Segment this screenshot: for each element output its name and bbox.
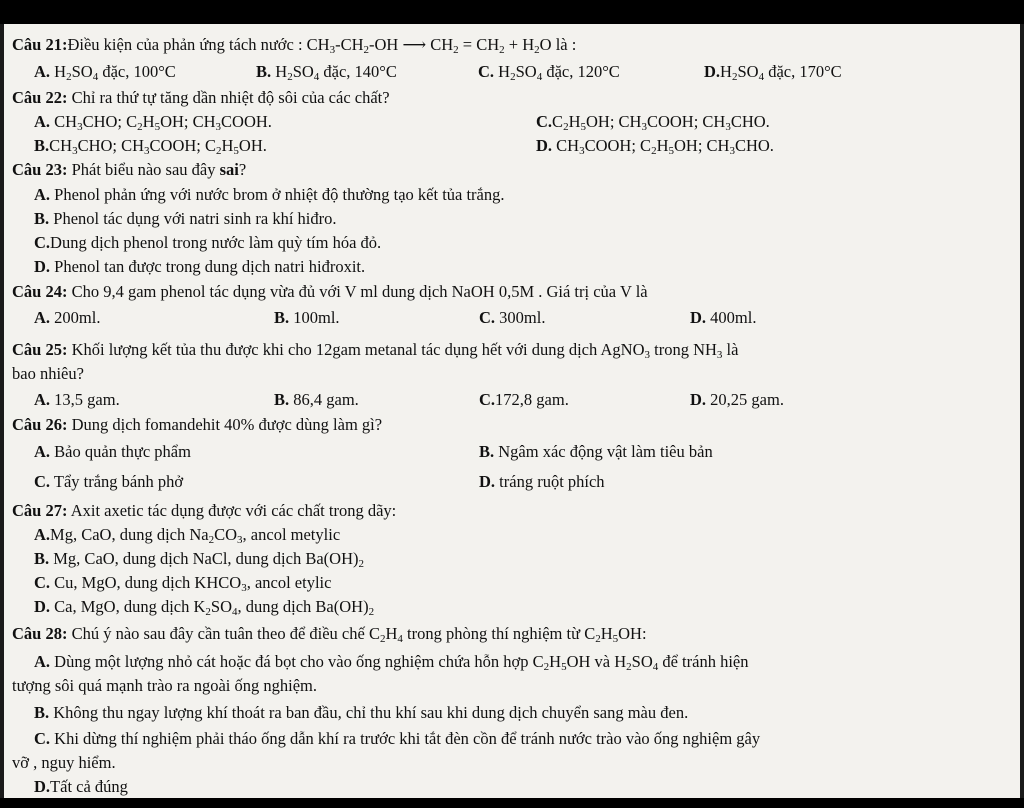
question-22-option-a[interactable]: A. $CH_3CHO$; $C_2H_5OH$; $CH_3COOH$.	[34, 112, 272, 133]
question-24-option-d[interactable]: D. 400ml.	[690, 308, 757, 327]
question-26-option-b[interactable]: B. Ngâm xác động vật làm tiêu bản	[479, 442, 713, 461]
exam-page	[4, 24, 1020, 798]
question-28-option-c-line2: vỡ , nguy hiểm.	[12, 753, 116, 772]
question-21-option-d[interactable]: $D.H_2SO_4$ đặc, 170°C	[704, 62, 842, 83]
question-25-stem: Câu 25: Khối lượng kết tủa thu được khi cho 12gam metanal tác dụng hết với dung dịch AgNO$_3$ trong $NH_3$ là	[12, 340, 739, 361]
question-26-stem: Câu 26: Dung dịch fomandehit 40% được dùng làm gì?	[12, 415, 383, 434]
question-21-option-b[interactable]: B. $H_2SO_4$ đặc, 140°C	[256, 62, 397, 83]
question-22-label: Câu 22:	[12, 88, 68, 107]
question-28-option-a[interactable]: A. Dùng một lượng nhỏ cát hoặc đá bọt cho vào ống nghiệm chứa hỗn hợp $C_2H_5OH$ và $H_2SO_4$ để tránh hiện	[34, 652, 749, 673]
question-28-stem: Câu 28: Chú ý nào sau đây cần tuân theo để điều chế $C_2H_4$ trong phòng thí nghiệm từ $C_2H_5OH$:	[12, 624, 647, 645]
question-24-option-c[interactable]: C. 300ml.	[479, 308, 546, 327]
question-22-option-b[interactable]: $B.CH_3CHO$; $CH_3COOH$; $C_2H_5OH$.	[34, 136, 267, 157]
question-27-option-c[interactable]: C. Cu, MgO, dung dịch $KHCO_3$, ancol etylic	[34, 573, 332, 594]
question-24-option-b[interactable]: B. 100ml.	[274, 308, 340, 327]
question-22-option-d[interactable]: D. $CH_3COOH$; $C_2H_5OH$; $CH_3CHO$.	[536, 136, 774, 157]
question-21-tail: là :	[551, 35, 577, 54]
question-24-stem: Câu 24: Cho 9,4 gam phenol tác dụng vừa đủ với V ml dung dịch NaOH 0,5M . Giá trị của V là	[12, 282, 648, 301]
question-28-option-c[interactable]: C. Khi dừng thí nghiệm phải tháo ống dẫn khí ra trước khi tắt đèn cồn để tránh nước trào vào ống nghiệm gây	[34, 729, 761, 748]
question-26-option-d[interactable]: D. tráng ruột phích	[479, 472, 605, 491]
question-25-label: Câu 25:	[12, 340, 68, 359]
question-27-option-a[interactable]: A.Mg, CaO, dung dịch $Na_2CO_3$, ancol metylic	[34, 525, 341, 546]
question-25-stem-line2: bao nhiêu?	[12, 364, 84, 383]
question-28-option-d[interactable]: D.Tất cả đúng	[34, 777, 128, 796]
question-27-label: Câu 27:	[12, 501, 68, 520]
question-23-stem: Câu 23: Phát biểu nào sau đây sai?	[12, 160, 247, 179]
top-black-bar	[0, 0, 1024, 24]
question-21-reactant: $CH_3-CH_2-OH$	[306, 35, 399, 56]
question-26-option-a[interactable]: A. Bảo quản thực phẩm	[34, 442, 191, 461]
question-24-option-a[interactable]: A. 200ml.	[34, 308, 101, 327]
question-25-option-a[interactable]: A. 13,5 gam.	[34, 390, 120, 409]
question-21-label: Câu 21:	[12, 35, 68, 54]
question-21-option-a[interactable]: A. $H_2SO_4$ đặc, 100°C	[34, 62, 176, 83]
question-22-stem: Câu 22: Chỉ ra thứ tự tăng dần nhiệt độ sôi của các chất?	[12, 88, 390, 107]
question-26-option-c[interactable]: C. Tẩy trắng bánh phở	[34, 472, 184, 491]
question-23-option-b[interactable]: B. Phenol tác dụng với natri sinh ra khí hiđro.	[34, 209, 337, 228]
question-25-option-c[interactable]: C.172,8 gam.	[479, 390, 569, 409]
question-28-option-b[interactable]: B. Không thu ngay lượng khí thoát ra ban đầu, chỉ thu khí sau khi dung dịch chuyển sang màu đen.	[34, 703, 689, 722]
question-25-option-d[interactable]: D. 20,25 gam.	[690, 390, 784, 409]
question-23-label: Câu 23:	[12, 160, 68, 179]
question-24-label: Câu 24:	[12, 282, 68, 301]
question-28-option-a-line2: tượng sôi quá mạnh trào ra ngoài ống nghiệm.	[12, 676, 317, 695]
question-28-label: Câu 28:	[12, 624, 68, 643]
question-26-label: Câu 26:	[12, 415, 68, 434]
question-27-option-d[interactable]: D. Ca, MgO, dung dịch $K_2SO_4$, dung dịch $Ba(OH)_2$	[34, 597, 375, 618]
question-27-stem: Câu 27: Axit axetic tác dụng được với các chất trong dãy:	[12, 501, 397, 520]
question-21-text: Điều kiện của phản ứng tách nước :	[67, 35, 307, 54]
question-22-option-c[interactable]: $C.C_2H_5OH$; $CH_3COOH$; $CH_3CHO$.	[536, 112, 770, 133]
question-27-option-b[interactable]: B. Mg, CaO, dung dịch NaCl, dung dịch $Ba(OH)_2$	[34, 549, 364, 570]
reaction-arrow-icon: ⟶	[402, 35, 427, 54]
question-23-option-c[interactable]: C.Dung dịch phenol trong nước làm quỳ tím hóa đỏ.	[34, 233, 382, 252]
question-21-product: $CH_2 = CH_2 + H_2O$	[430, 35, 552, 56]
question-21-option-c[interactable]: C. $H_2SO_4$ đặc, 120°C	[478, 62, 620, 83]
question-21-stem	[12, 35, 576, 55]
question-25-option-b[interactable]: B. 86,4 gam.	[274, 390, 359, 409]
question-23-option-a[interactable]: A. Phenol phản ứng với nước brom ở nhiệt độ thường tạo kết tủa trắng.	[34, 185, 505, 204]
bottom-black-bar	[0, 798, 1024, 808]
question-23-option-d[interactable]: D. Phenol tan được trong dung dịch natri hiđroxit.	[34, 257, 366, 276]
